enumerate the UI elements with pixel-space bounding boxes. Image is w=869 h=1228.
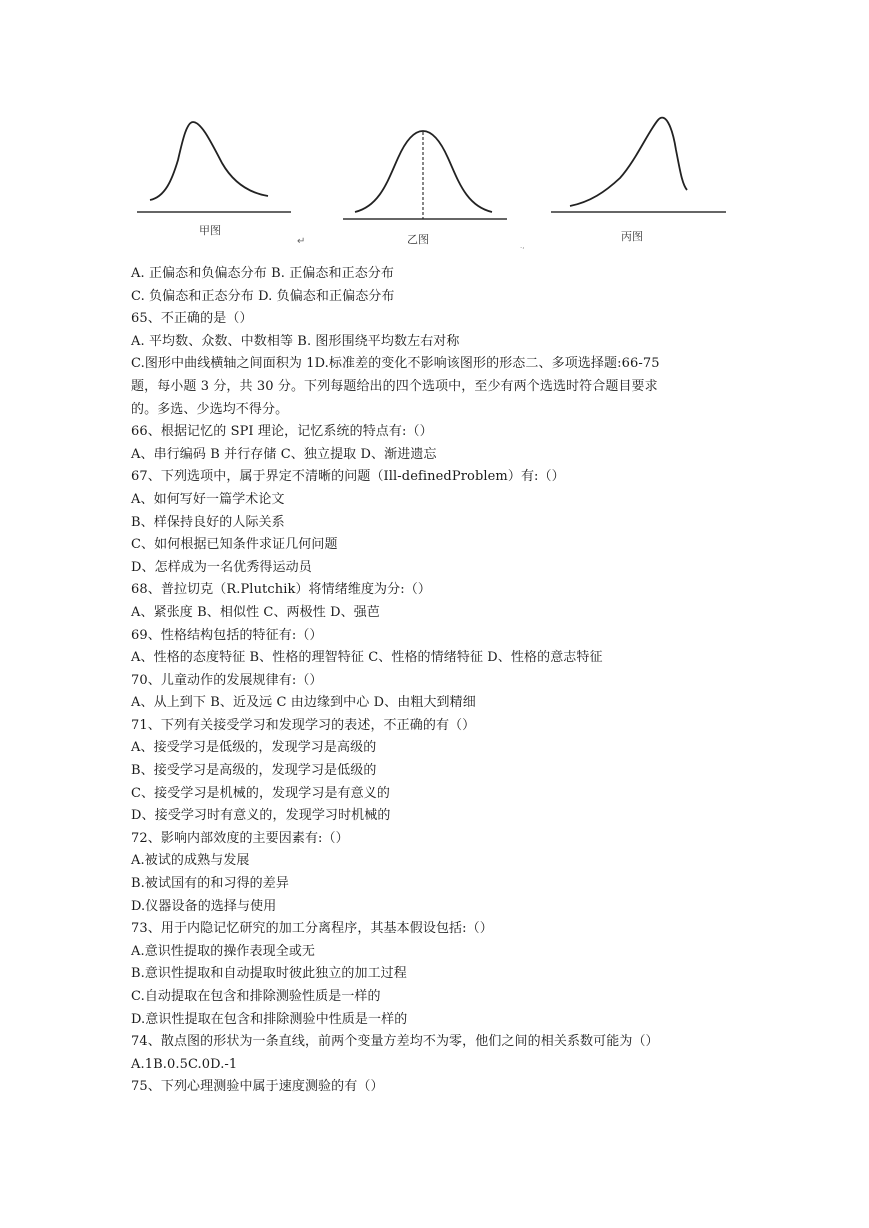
text-line: C、接受学习是机械的，发现学习是有意义的 — [131, 785, 390, 801]
figure-3-curve — [570, 118, 687, 206]
figure-1-positive-skew — [137, 122, 291, 212]
figure-3-negative-skew — [551, 118, 726, 212]
scan-mark-2: ., — [520, 242, 525, 250]
text-line: B.被试国有的和习得的差异 — [131, 876, 289, 892]
scan-mark-1: ↵ — [297, 236, 306, 247]
question-68: 68、普拉切克（R.Plutchik）将情绪维度为分:（） — [131, 582, 431, 598]
figure-1-curve — [150, 122, 268, 200]
text-line: B、接受学习是高级的，发现学习是低级的 — [131, 763, 377, 779]
text-line: B、样保持良好的人际关系 — [131, 514, 285, 530]
figure-2-normal — [343, 131, 507, 219]
distribution-curves-svg — [0, 0, 869, 260]
text-line: C.自动提取在包含和排除测验性质是一样的 — [131, 989, 381, 1004]
text-line: 题，每小题 3 分，共 30 分。下列每题给出的四个选项中，至少有两个选选时符合题目要求 — [131, 378, 658, 394]
text-line: A. 平均数、众数、中数相等 B. 图形围绕平均数左右对称 — [131, 333, 460, 349]
text-line: A、性格的态度特征 B、性格的理智特征 C、性格的情绪特征 D、性格的意志特征 — [131, 650, 603, 666]
question-75: 75、下列心理测验中属于速度测验的有（） — [131, 1079, 384, 1095]
question-71: 71、下列有关接受学习和发现学习的表述，不正确的有（） — [131, 717, 476, 733]
text-line: A、接受学习是低级的，发现学习是高级的 — [131, 740, 377, 756]
text-line: C. 负偏态和正态分布 D. 负偏态和正偏态分布 — [131, 288, 395, 304]
text-line: D、怎样成为一名优秀得运动员 — [131, 559, 312, 575]
distribution-figures — [0, 0, 869, 260]
question-69: 69、性格结构包括的特征有:（） — [131, 627, 323, 643]
figure-3-label: 丙图 — [621, 230, 643, 243]
text-line: A.被试的成熟与发展 — [131, 853, 250, 869]
figure-2-label: 乙图 — [407, 233, 429, 246]
question-65: 65、不正确的是（） — [131, 311, 253, 327]
text-line: A.1B.0.5C.0D.-1 — [131, 1056, 238, 1072]
question-70: 70、儿童动作的发展规律有:（） — [131, 672, 323, 688]
text-line: D.仪器设备的选择与使用 — [131, 898, 277, 914]
figure-1-label: 甲图 — [199, 224, 221, 237]
text-line: A. 正偏态和负偏态分布 B. 正偏态和正态分布 — [131, 266, 395, 281]
text-line: D、接受学习时有意义的，发现学习时机械的 — [131, 808, 391, 824]
text-line: A、串行编码 B 并行存储 C、独立提取 D、渐进遗忘 — [131, 446, 437, 462]
text-line: B.意识性提取和自动提取时彼此独立的加工过程 — [131, 966, 407, 982]
question-73: 73、用于内隐记忆研究的加工分离程序，其基本假设包括:（） — [131, 921, 493, 937]
question-66: 66、根据记忆的 SPI 理论，记忆系统的特点有:（） — [131, 424, 433, 440]
text-line: C、如何根据已知条件求证几何问题 — [131, 537, 338, 553]
question-74: 74、散点图的形状为一条直线，前两个变量方差均不为零，他们之间的相关系数可能为（） — [131, 1034, 659, 1050]
question-67: 67、下列选项中，属于界定不清晰的问题（Ill-definedProblem）有:（） — [131, 469, 565, 485]
text-line: A、紧张度 B、相似性 C、两极性 D、强芭 — [131, 604, 380, 620]
text-line: A.意识性提取的操作表现全或无 — [131, 943, 316, 959]
text-line: A、如何写好一篇学术论文 — [131, 491, 285, 507]
text-line: A、从上到下 B、近及远 C 由边缘到中心 D、由粗大到精细 — [131, 695, 476, 711]
text-line: C.图形中曲线横轴之间面积为 1D.标准差的变化不影响该图形的形态二、多项选择题:66-75 — [131, 356, 660, 372]
text-line: 的。多选、少选均不得分。 — [131, 401, 289, 417]
question-72: 72、影响内部效度的主要因素有:（） — [131, 830, 349, 846]
question-text-body — [131, 263, 751, 1099]
text-line: D.意识性提取在包含和排除测验中性质是一样的 — [131, 1011, 408, 1027]
